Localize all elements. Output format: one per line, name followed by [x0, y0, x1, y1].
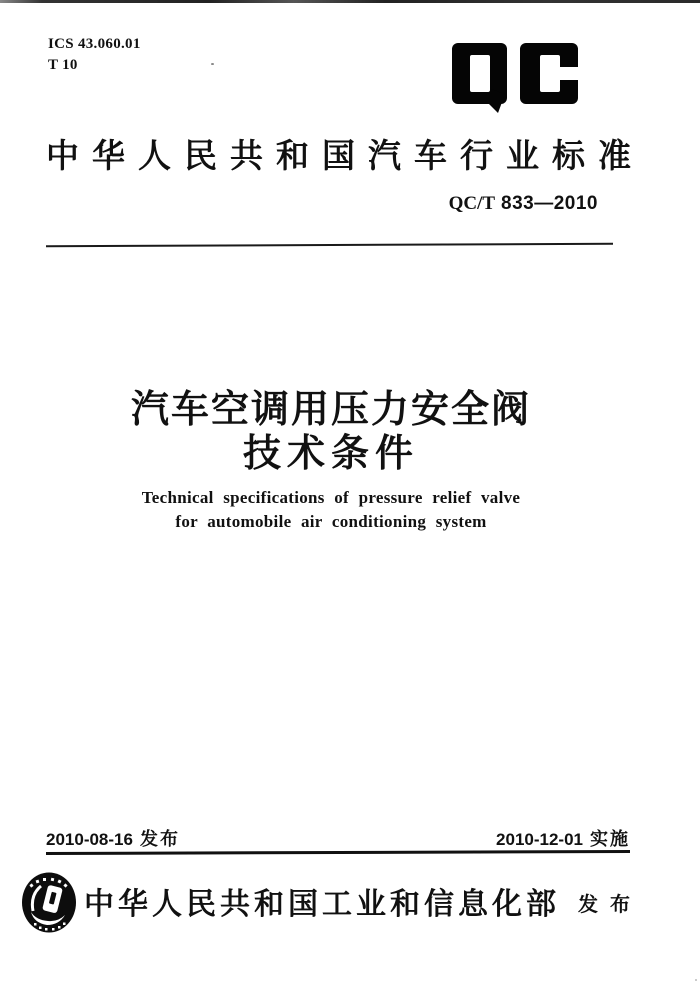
publish-label: 发布: [578, 893, 642, 916]
dates-row: [46, 825, 630, 851]
issue-label: 发布: [139, 829, 180, 849]
header-rule: [46, 243, 613, 247]
english-title-line2: for automobile air conditioning system: [175, 512, 487, 531]
class-code: T 10: [48, 57, 78, 73]
effective-date: 2010-12-01: [496, 830, 583, 849]
qc-logo-icon: [452, 43, 578, 117]
dates-rule: [46, 850, 630, 855]
effective-date-group: [496, 825, 630, 851]
header-title: 中华人民共和国汽车行业标准: [46, 139, 644, 175]
issue-date: 2010-08-16: [46, 830, 133, 849]
issue-date-group: [46, 825, 180, 851]
publisher-name: 中华人民共和国工业和信息化部: [84, 888, 560, 921]
scan-speck: [211, 63, 214, 65]
ics-classification-block: [48, 34, 141, 76]
scan-speck: [695, 979, 697, 981]
standard-number: [46, 193, 598, 215]
publisher-row: [84, 882, 642, 920]
main-title-line1: 汽车空调用压力安全阀: [130, 389, 531, 431]
standard-number-value: 833—2010: [501, 193, 598, 214]
ics-code: ICS 43.060.01: [48, 36, 141, 52]
effective-label: 实施: [590, 829, 630, 849]
top-scan-artifact-line: [0, 0, 700, 3]
standard-number-prefix: QC/T: [448, 193, 496, 214]
main-title-line2: 技术条件: [242, 433, 419, 475]
miit-emblem-icon: [21, 871, 77, 934]
english-title-line1: Technical specifications of pressure relief valve: [141, 488, 521, 507]
